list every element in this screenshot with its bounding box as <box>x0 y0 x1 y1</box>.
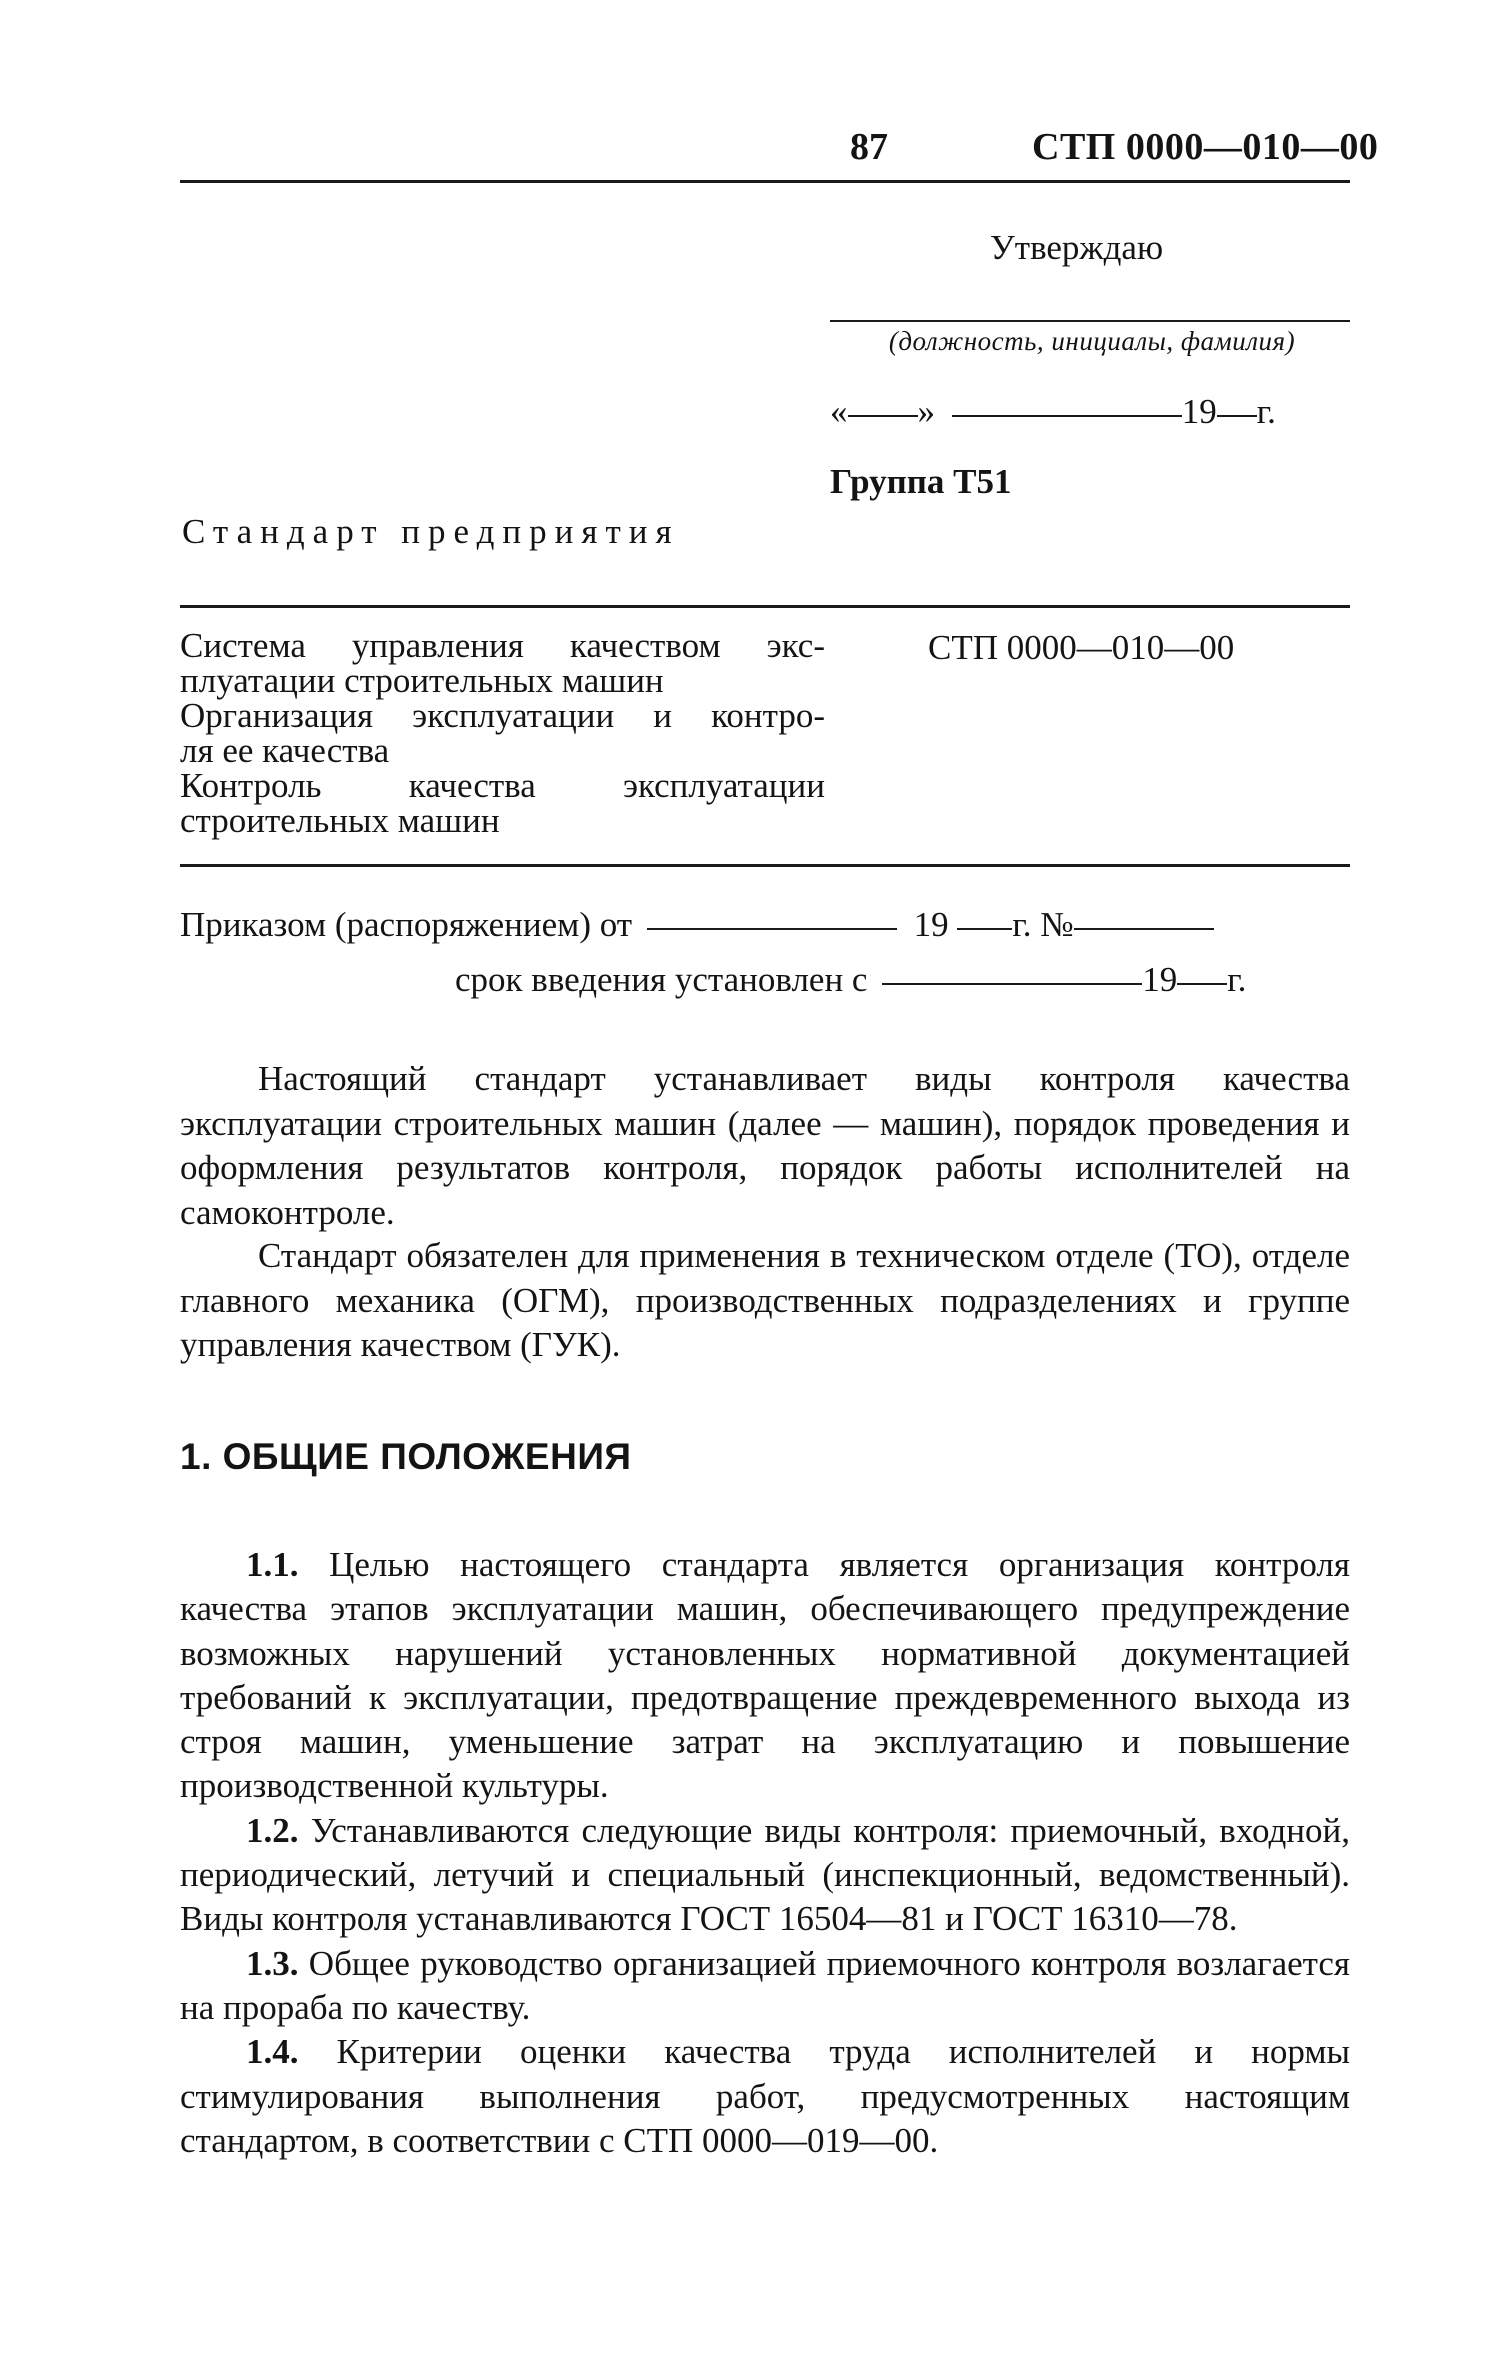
item-number: 1.4. <box>246 2032 299 2072</box>
title-line: Организация эксплуатации и контро- <box>180 696 825 735</box>
order-label: Приказом (распоряжением) от <box>180 905 633 944</box>
paragraph-text: Настоящий стандарт устанавливает виды контроля качества эксплуатации строительных машин (далее — машин), порядок проведения и оформления результатов контроля, порядок работы исполнителей на самоконтроле. <box>180 1059 1350 1232</box>
term-year-blank <box>1177 982 1227 985</box>
header-rule <box>180 180 1350 183</box>
list-item <box>180 1809 1350 1942</box>
title-bottom-rule <box>180 864 1350 867</box>
year-suffix: г. <box>1256 392 1276 431</box>
order-year-suffix: г. № <box>1012 905 1074 944</box>
header-doc-code: СТП 0000—010—00 <box>1032 126 1379 168</box>
date-open-quote: « <box>830 392 848 431</box>
item-text: Общее руководство организацией приемочного контроля возлагается на прораба по качеству. <box>180 1943 1350 2027</box>
page-number: 87 <box>850 126 888 168</box>
approve-word: Утверждаю <box>990 228 1164 267</box>
paragraph-text: Стандарт обязателен для применения в техническом отделе (ТО), отделе главного механика (ОГМ), производственных подразделениях и группе управления качеством (ГУК). <box>180 1236 1350 1364</box>
item-number: 1.3. <box>246 1943 299 1983</box>
title-top-rule <box>180 605 1350 608</box>
term-year-prefix: 19 <box>1142 960 1178 999</box>
section-items <box>180 1543 1350 2163</box>
term-year-suffix: г. <box>1227 960 1247 999</box>
list-item <box>180 1543 1350 1809</box>
section-heading: 1. ОБЩИЕ ПОЛОЖЕНИЯ <box>180 1436 632 1477</box>
list-item <box>180 2030 1350 2163</box>
term-label: срок введения установлен с <box>455 960 868 999</box>
item-text: Критерии оценки качества труда исполнителей и нормы стимулирования выполнения работ, предусмотренных настоящим стандартом, в соответствии с СТП 0000—019—00. <box>180 2032 1350 2160</box>
title-line: ля ее качества <box>180 731 390 770</box>
title-line: плуатации строительных машин <box>180 661 664 700</box>
item-text: Целью настоящего стандарта является организация контроля качества этапов эксплуатации машин, обеспечивающего предупреждение возможных нарушений установленных нормативной документацией требований к эксплуатации, предотвращение преждевременного выхода из строя машин, уменьшение затрат на эксплуатацию и повышение производственной культуры. <box>180 1545 1350 1806</box>
standard-type: Стандарт предприятия <box>182 512 680 551</box>
year-blank <box>1217 414 1257 417</box>
term-date-blank <box>882 982 1142 985</box>
order-number-blank <box>1074 927 1214 930</box>
date-close-quote: » <box>917 392 935 431</box>
item-number: 1.1. <box>246 1545 299 1584</box>
order-year-blank <box>957 927 1012 930</box>
signature-line <box>830 320 1350 322</box>
year-prefix: 19 <box>1181 392 1217 431</box>
intro-paragraph-1 <box>180 1057 1350 1235</box>
title-line: Система управления качеством экс- <box>180 626 825 665</box>
day-blank <box>848 414 918 417</box>
title-line: Контроль качества эксплуатации <box>180 766 825 805</box>
order-year-prefix: 19 <box>913 905 949 944</box>
intro-paragraph-2 <box>180 1234 1350 1368</box>
term-line <box>455 960 1350 1000</box>
month-blank <box>952 414 1182 417</box>
group-code: Группа Т51 <box>830 462 1012 501</box>
standard-title <box>180 628 825 838</box>
signature-caption: (должность, инициалы, фамилия) <box>888 326 1296 356</box>
order-date-blank <box>647 927 897 930</box>
title-doc-code: СТП 0000—010—00 <box>928 628 1235 667</box>
list-item <box>180 1942 1350 2031</box>
item-number: 1.2. <box>246 1810 299 1850</box>
item-text: Устанавливаются следующие виды контроля: приемочный, входной, периодический, летучий и специальный (инспекционный, ведомственный). Виды контроля устанавливаются ГОСТ 16504—81 и ГОСТ 16310—78. <box>180 1810 1351 1939</box>
title-line: строительных машин <box>180 801 500 840</box>
approval-date-line <box>830 392 1276 432</box>
order-line <box>180 905 1350 945</box>
